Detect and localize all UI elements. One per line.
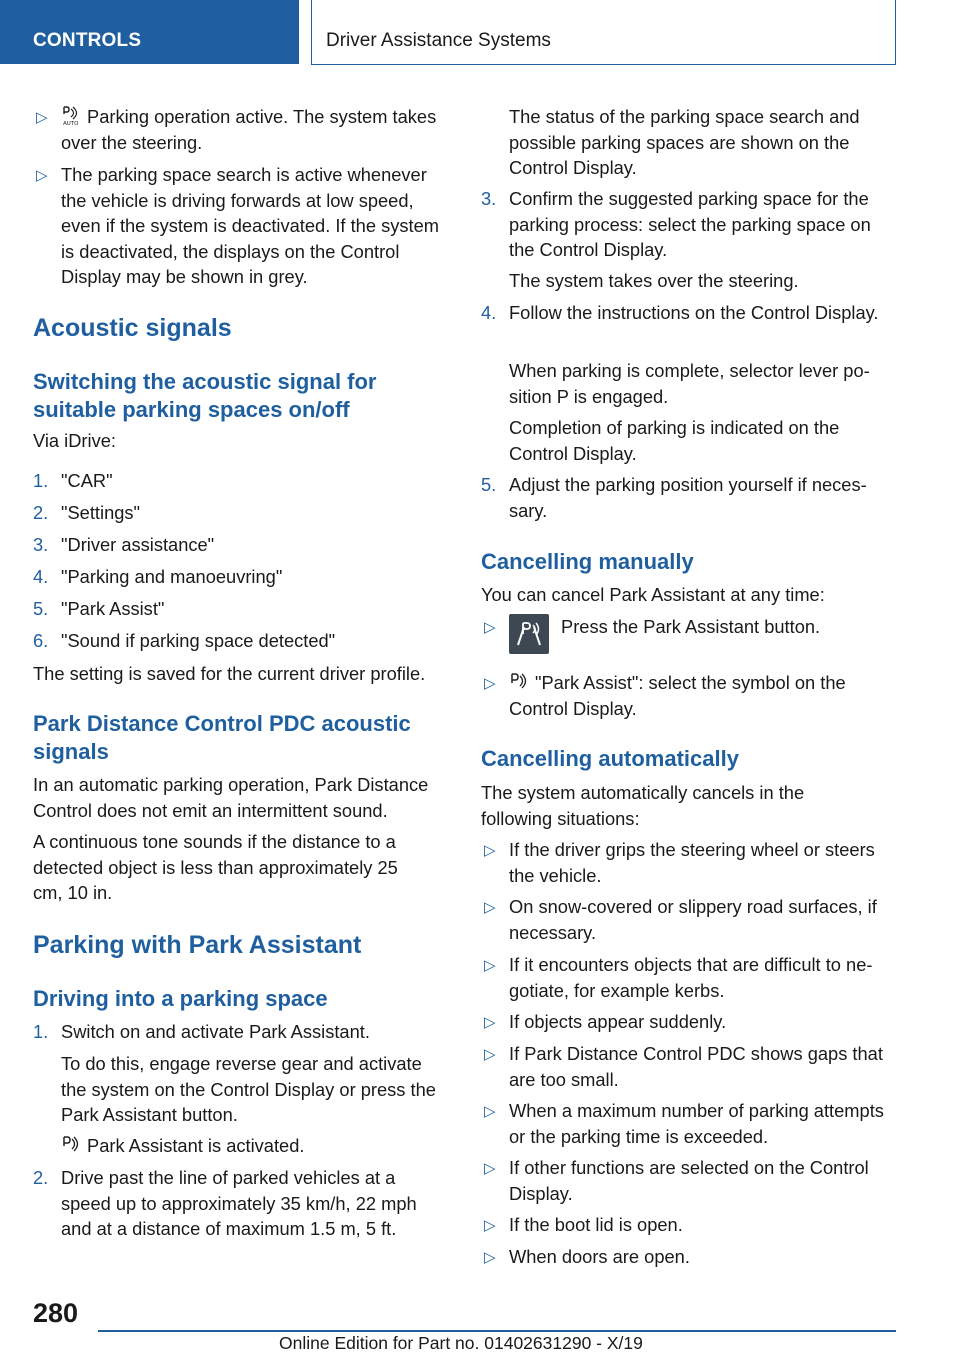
bullet-marker: ▷ <box>484 1249 496 1266</box>
bullet-text: Parking operation active. The system takes over the steering. <box>61 106 437 153</box>
bullet-text: If it encounters objects that are difficult to negotiate, for example kerbs. <box>509 954 873 1001</box>
bullet-text: If Park Distance Control PDC shows gaps that are too small. <box>509 1043 883 1090</box>
paragraph: In an automatic parking operation, Park Distance Control does not emit an intermittent sound. <box>33 774 429 821</box>
heading-cancelling-automatically: Cancelling automatically <box>481 746 739 771</box>
chapter-title: Driver Assistance Systems <box>326 30 551 51</box>
bullet-marker: ▷ <box>36 167 48 184</box>
paragraph: The setting is saved for the current driver profile. <box>33 663 426 684</box>
bullet-item <box>481 1244 897 1270</box>
menu-path-item: "Park Assist" <box>61 598 165 619</box>
bullet-marker: ▷ <box>484 1103 496 1120</box>
heading-acoustic-signals: Acoustic signals <box>33 314 232 342</box>
step-detail: To do this, engage reverse gear and activate the system on the Control Display or press the Park Assistant button. <box>61 1053 436 1125</box>
bullet-marker: ▷ <box>484 675 496 692</box>
list-item <box>33 532 443 558</box>
heading-parking-with-park-assistant: Parking with Park Assistant <box>33 931 362 959</box>
list-item <box>33 1019 443 1045</box>
bullet-item <box>33 104 443 155</box>
page-number: 280 <box>33 1298 79 1328</box>
bullet-item <box>481 1041 897 1092</box>
heading-driving-into-space: Driving into a parking space <box>33 986 328 1011</box>
paragraph: The system automatically cancels in the following situations: <box>481 782 805 829</box>
menu-path-item: "Parking and manoeuvring" <box>61 566 283 587</box>
paragraph: A continuous tone sounds if the distance to a detected object is less than approximately 25 cm, 10 in. <box>33 831 398 903</box>
list-number: 3. <box>481 188 497 209</box>
bullet-text: On snow-covered or slippery road surfaces, if necessary. <box>509 896 877 943</box>
bullet-text: When a maximum number of parking attempts or the parking time is exceeded. <box>509 1100 884 1147</box>
park-assist-icon <box>61 1133 81 1155</box>
bullet-marker: ▷ <box>484 1046 496 1063</box>
list-item <box>33 564 443 590</box>
park-assistant-button-icon <box>509 614 549 654</box>
list-item <box>33 468 443 494</box>
list-number: 1. <box>33 1021 49 1042</box>
list-number: 4. <box>481 302 497 323</box>
section-tab <box>0 0 299 64</box>
step-detail <box>33 1133 443 1159</box>
bullet-text: If the driver grips the steering wheel or steers the vehicle. <box>509 839 875 886</box>
list-item <box>33 596 443 622</box>
paragraph: You can cancel Park Assistant at any time: <box>481 584 825 605</box>
bullet-item <box>481 952 897 1003</box>
bullet-item <box>481 894 897 945</box>
bullet-marker: ▷ <box>484 957 496 974</box>
list-number: 5. <box>481 474 497 495</box>
bullet-item <box>33 162 443 290</box>
list-number: 2. <box>33 502 49 523</box>
bullet-item <box>481 1009 897 1035</box>
step-detail: When parking is complete, selector lever position P is engaged. <box>509 360 870 407</box>
bullet-text: If other functions are selected on the Control Display. <box>509 1157 869 1204</box>
heading-switching-acoustic: Switching the acoustic signal for suitable parking spaces on/off <box>33 369 377 422</box>
list-number: 5. <box>33 598 49 619</box>
bullet-item <box>481 837 897 888</box>
list-item <box>481 472 897 523</box>
step-text: Switch on and activate Park Assistant. <box>61 1021 370 1042</box>
list-number: 4. <box>33 566 49 587</box>
svg-text:AUTO: AUTO <box>63 121 79 126</box>
bullet-text: "Park Assist": select the symbol on the Control Display. <box>509 672 846 719</box>
step-text: Follow the instructions on the Control Display. <box>509 302 879 323</box>
bullet-marker: ▷ <box>484 1160 496 1177</box>
step-text: Confirm the suggested parking space for the parking process: select the parking space on the Control Display. <box>509 188 871 260</box>
bullet-text: If objects appear suddenly. <box>509 1011 727 1032</box>
bullet-item <box>481 670 897 721</box>
bullet-text: If the boot lid is open. <box>509 1214 683 1235</box>
bullet-item <box>481 1212 897 1238</box>
section-title: CONTROLS <box>33 30 142 51</box>
menu-path-item: "Settings" <box>61 502 141 523</box>
bullet-marker: ▷ <box>36 109 48 126</box>
bullet-item <box>481 614 897 658</box>
step-detail: The status of the parking space search and possible parking spaces are shown on the Control Display. <box>509 106 860 178</box>
status-text: Park Assistant is activated. <box>87 1135 305 1156</box>
step-detail: Completion of parking is indicated on the Control Display. <box>509 417 840 464</box>
via-idrive: Via iDrive: <box>33 430 116 451</box>
menu-path-item: "CAR" <box>61 470 113 491</box>
list-item <box>481 186 897 263</box>
edition-note: Online Edition for Part no. 01402631290 - X/19 <box>279 1333 643 1353</box>
menu-path-item: "Driver assistance" <box>61 534 215 555</box>
list-item <box>33 500 443 526</box>
bullet-marker: ▷ <box>484 1217 496 1234</box>
list-item <box>481 300 897 326</box>
park-assist-auto-icon <box>61 104 81 126</box>
step-text: Drive past the line of parked vehicles at a speed up to approximately 35 km/h, 22 mph and at a distance of maximum 1.5 m, 5 ft. <box>61 1167 417 1239</box>
list-number: 6. <box>33 630 49 651</box>
list-number: 2. <box>33 1167 49 1188</box>
bullet-marker: ▷ <box>484 1014 496 1031</box>
step-text: Adjust the parking position yourself if necessary. <box>509 474 867 521</box>
bullet-text: Press the Park Assistant button. <box>561 616 821 637</box>
list-item <box>33 1165 443 1242</box>
list-item <box>33 628 443 654</box>
bullet-text: The parking space search is active whenever the vehicle is driving forwards at low speed, even if the system is deactivated. If the system is deactivated, the displays on the Control Display may be shown in grey. <box>61 164 439 287</box>
bullet-item <box>481 1155 897 1206</box>
park-assist-icon <box>509 670 529 692</box>
step-detail: The system takes over the steering. <box>509 270 799 291</box>
menu-path-item: "Sound if parking space detected" <box>61 630 336 651</box>
chapter-tab <box>311 0 896 65</box>
bullet-marker: ▷ <box>484 842 496 859</box>
list-number: 3. <box>33 534 49 555</box>
bullet-marker: ▷ <box>484 619 496 636</box>
bullet-text: When doors are open. <box>509 1246 690 1267</box>
bullet-item <box>481 1098 897 1149</box>
footer-divider <box>98 1330 896 1332</box>
heading-pdc-acoustic: Park Distance Control PDC acoustic signals <box>33 711 411 764</box>
bullet-marker: ▷ <box>484 899 496 916</box>
heading-cancelling-manually: Cancelling manually <box>481 549 694 574</box>
list-number: 1. <box>33 470 49 491</box>
